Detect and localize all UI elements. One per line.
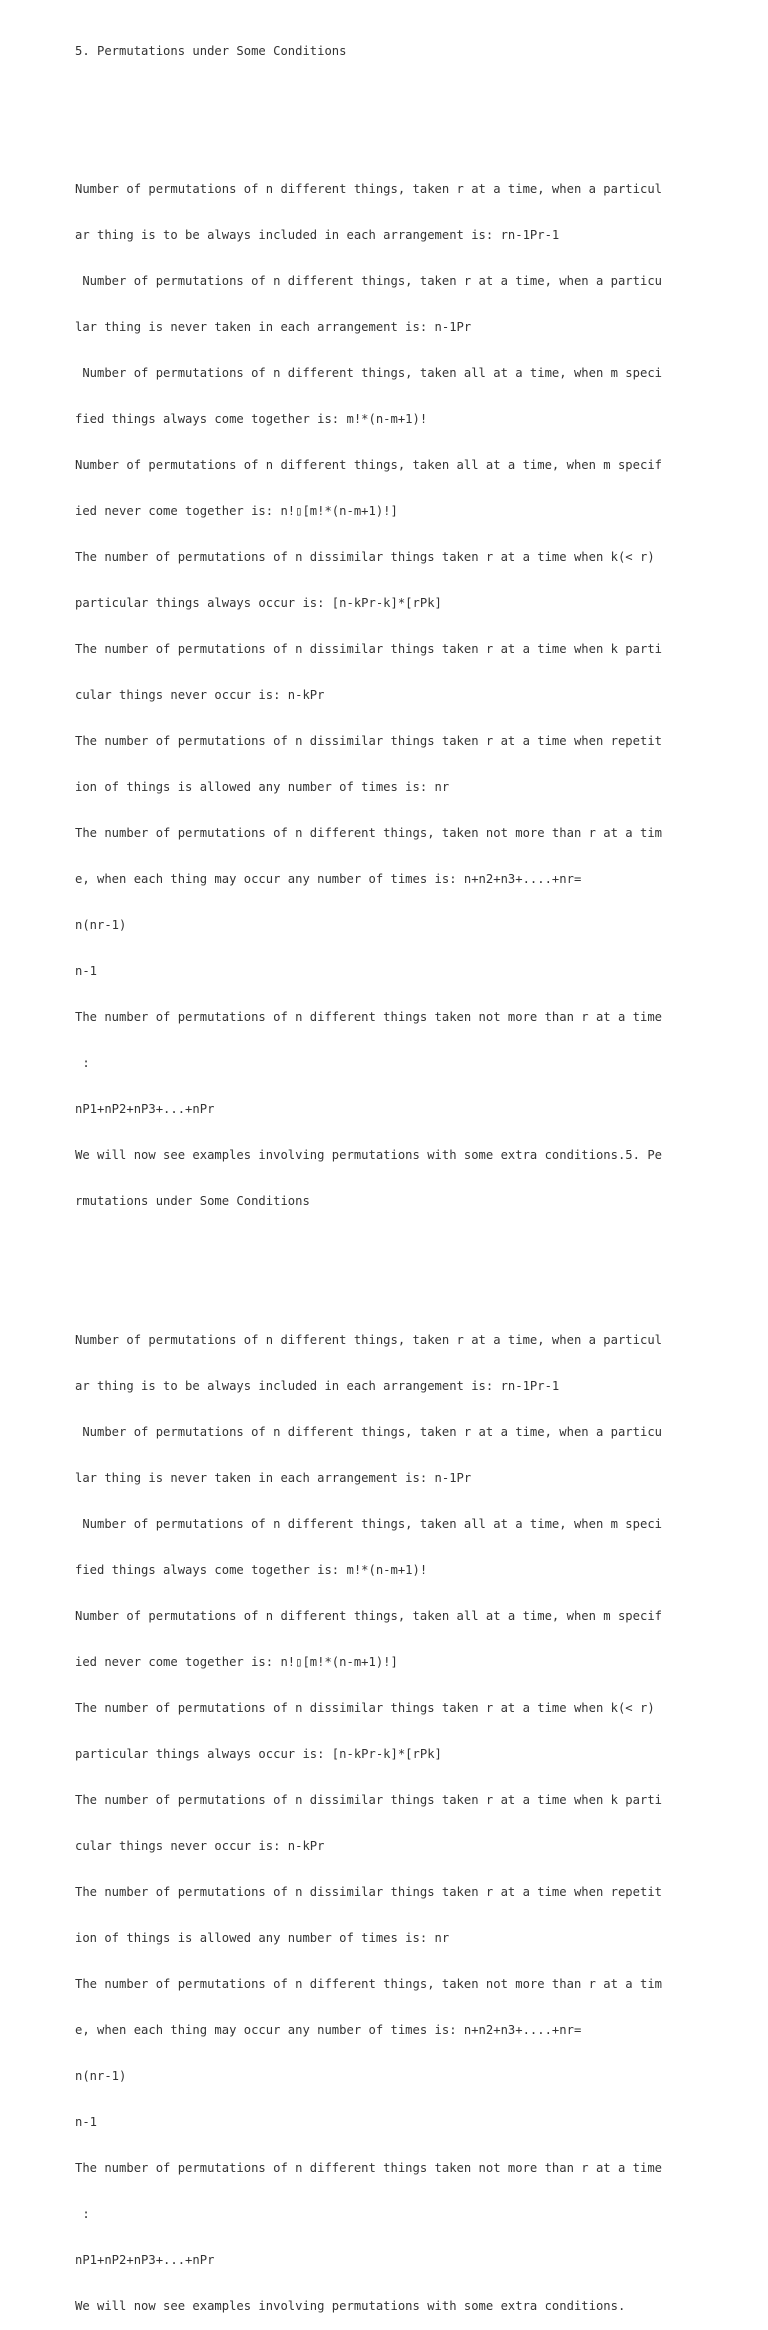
text-line: The number of permutations of n different things, taken not more than r at a tim [75,1977,662,1991]
text-line: fied things always come together is: m!*(n-m+1)! [75,411,428,426]
text-line: lar thing is never taken in each arrangement is: n-1Pr [75,319,472,334]
text-line: Number of permutations of n different things, taken r at a time, when a particu [75,273,662,288]
text-line [75,90,755,105]
text-line: rmutations under Some Conditions [75,1194,310,1209]
text-line: ied never come together is: n!▯[m!*(n-m+1)!] [75,504,398,518]
text-line: nP1+nP2+nP3+...+nPr [75,1102,215,1117]
text-line: The number of permutations of n dissimilar things taken r at a time when repetit [75,734,662,749]
text-line: The number of permutations of n different things taken not more than r at a time [75,2161,662,2176]
text-line: Number of permutations of n different things, taken all at a time, when m speci [75,1516,662,1531]
text-line: n(nr-1) [75,918,127,933]
text-line: nP1+nP2+nP3+...+nPr [75,2253,215,2268]
text-line: ar thing is to be always included in each arrangement is: rn-1Pr-1 [75,227,560,242]
text-line: Number of permutations of n different things, taken r at a time, when a particul [75,1332,662,1347]
text-line: We will now see examples involving permutations with some extra conditions.5. Pe [75,1148,662,1163]
text-line: Number of permutations of n different things, taken all at a time, when m speci [75,365,662,380]
text-line: particular things always occur is: [n-kPr-k]*[rPk] [75,1746,442,1761]
text-line: ar thing is to be always included in each arrangement is: rn-1Pr-1 [75,1378,560,1393]
text-line: e, when each thing may occur any number of times is: n+n2+n3+....+nr= [75,2023,582,2038]
text-line: cular things never occur is: n-kPr [75,1838,325,1853]
text-line: cular things never occur is: n-kPr [75,688,325,703]
text-line: Number of permutations of n different things, taken all at a time, when m specif [75,1608,662,1623]
text-line: Number of permutations of n different things, taken r at a time, when a particu [75,1424,662,1439]
text-line: e, when each thing may occur any number of times is: n+n2+n3+....+nr= [75,872,582,887]
text-line: The number of permutations of n dissimilar things taken r at a time when k parti [75,1792,662,1807]
text-line: Number of permutations of n different things, taken all at a time, when m specif [75,457,662,472]
text-line: ion of things is allowed any number of times is: nr [75,1930,450,1945]
text-line [75,1287,755,1302]
text-line: The number of permutations of n different things, taken not more than r at a tim [75,826,662,841]
text-line: n-1 [75,964,98,979]
text-line: The number of permutations of n dissimilar things taken r at a time when k(< r) [75,550,655,565]
text-line [75,1241,755,1256]
text-line: : [75,2207,90,2222]
text-line: The number of permutations of n dissimilar things taken r at a time when k(< r) [75,1700,655,1715]
text-line: The number of permutations of n different things taken not more than r at a time [75,1010,662,1025]
text-line: 5. Permutations under Some Conditions [75,43,347,58]
text-line: : [75,1056,90,1071]
text-line: The number of permutations of n dissimilar things taken r at a time when k parti [75,642,662,657]
text-line [75,136,755,151]
text-line: Number of permutations of n different things, taken r at a time, when a particul [75,181,662,196]
text-line: n-1 [75,2115,98,2130]
text-line: n(nr-1) [75,2069,127,2084]
text-line: lar thing is never taken in each arrangement is: n-1Pr [75,1470,472,1485]
document-body [75,13,755,2330]
text-line: ied never come together is: n!▯[m!*(n-m+1)!] [75,1654,398,1669]
text-line: particular things always occur is: [n-kPr-k]*[rPk] [75,596,442,611]
text-line: The number of permutations of n dissimilar things taken r at a time when repetit [75,1884,662,1899]
text-line: ion of things is allowed any number of times is: nr [75,780,450,795]
text-line: We will now see examples involving permutations with some extra conditions. [75,2299,626,2314]
text-line: fied things always come together is: m!*(n-m+1)! [75,1562,428,1577]
